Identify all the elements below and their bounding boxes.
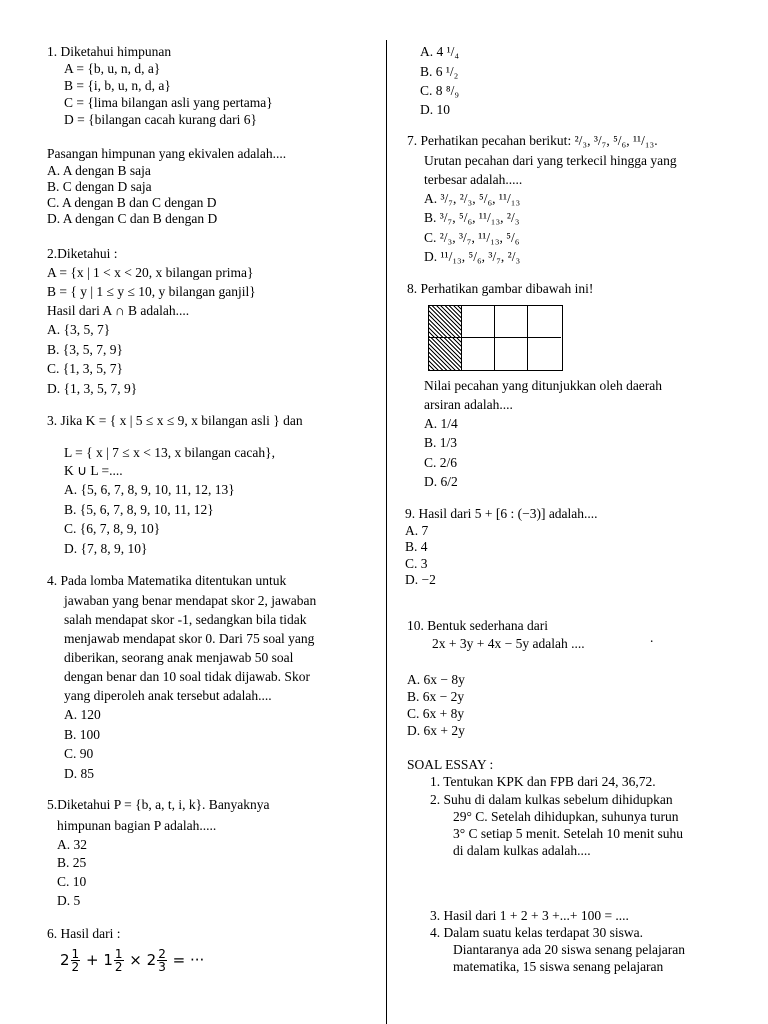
left-text-line: 6. Hasil dari :	[47, 926, 121, 941]
right-text-line: Diantaranya ada 20 siswa senang pelajaran	[453, 942, 686, 957]
right-text-line: 10. Bentuk sederhana dari	[407, 618, 548, 633]
left-text-line: D. 5	[57, 893, 81, 908]
right-text-line: 2x + 3y + 4x − 5y adalah ....	[432, 636, 585, 651]
right-text-line: 7. Perhatikan pecahan berikut: ²/₃, ³/₇, ⁵/₆, ¹¹/₁₃.	[407, 133, 658, 148]
left-text-line: D. {7, 8, 9, 10}	[64, 541, 148, 556]
left-text-line: A. {5, 6, 7, 8, 9, 10, 11, 12, 13}	[64, 482, 235, 497]
left-text-line: A = {x | 1 < x < 20, x bilangan prima}	[47, 265, 254, 280]
right-text-line: C. 6x + 8y	[407, 706, 465, 721]
right-text-line: 2. Suhu di dalam kulkas sebelum dihidupkan	[430, 792, 673, 807]
left-text-line: himpunan bagian P adalah.....	[57, 818, 217, 833]
grid-cell	[528, 306, 561, 338]
left-text-line: dengan benar dan 10 soal tidak dijawab. Skor	[64, 669, 310, 684]
left-text-line: B = { y | 1 ≤ y ≤ 10, y bilangan ganjil}	[47, 284, 256, 299]
left-text-line: A. A dengan B saja	[47, 163, 151, 178]
right-text-line: 29° C. Setelah dihidupkan, suhunya turun	[453, 809, 679, 824]
right-text-line: 3. Hasil dari 1 + 2 + 3 +...+ 100 = ....	[430, 908, 629, 923]
q6-whole-1: 2	[60, 951, 70, 969]
left-text-line: D. {1, 3, 5, 7, 9}	[47, 381, 138, 396]
q6-frac-3: $\frac{2}{3}$	[158, 947, 166, 974]
grid-cell	[462, 306, 495, 338]
q6-op-1: +	[85, 951, 99, 969]
left-text-line: D. A dengan C dan B dengan D	[47, 211, 218, 226]
right-text-line: B. 6x − 2y	[407, 689, 465, 704]
left-text-line: B. C dengan D saja	[47, 179, 152, 194]
q6-equals: = ···	[172, 951, 205, 969]
left-text-line: C. 90	[64, 746, 94, 761]
left-text-line: 1. Diketahui himpunan	[47, 44, 172, 59]
shaded-fraction-grid	[428, 305, 563, 371]
left-text-line: salah mendapat skor -1, sedangkan bila tidak	[64, 612, 307, 627]
right-text-line: C. 2/6	[424, 455, 458, 470]
right-text-line: terbesar adalah.....	[424, 172, 523, 187]
left-text-line: D = {bilangan cacah kurang dari 6}	[64, 112, 258, 127]
left-text-line: jawaban yang benar mendapat skor 2, jawaban	[64, 593, 317, 608]
grid-cell	[495, 306, 528, 338]
left-text-line: 3. Jika K = { x | 5 ≤ x ≤ 9, x bilangan asli } dan	[47, 413, 303, 428]
right-text-line: Urutan pecahan dari yang terkecil hingga yang	[424, 153, 677, 168]
right-text-line: 4. Dalam suatu kelas terdapat 30 siswa.	[430, 925, 643, 940]
q6-frac-1: $\frac{1}{2}$	[71, 947, 80, 974]
right-text-line: 8. Perhatikan gambar dibawah ini!	[407, 281, 594, 296]
left-text-line: B. 100	[64, 727, 101, 742]
right-text-line: C. 8 ⁸/₉	[420, 83, 460, 98]
right-text-line: C. ²/₃, ³/₇, ¹¹/₁₃, ⁵/₆	[424, 230, 520, 245]
grid-cell	[462, 338, 495, 370]
left-text-line: 4. Pada lomba Matematika ditentukan untuk	[47, 573, 287, 588]
right-text-line: di dalam kulkas adalah....	[453, 843, 591, 858]
left-text-line: B. {3, 5, 7, 9}	[47, 342, 123, 357]
left-text-line: 2.Diketahui :	[47, 246, 118, 261]
right-text-line: D. 6x + 2y	[407, 723, 465, 738]
left-text-line: yang diperoleh anak tersebut adalah....	[64, 688, 272, 703]
right-text-line: D. −2	[405, 572, 436, 587]
left-text-line: A. 32	[57, 837, 87, 852]
right-text-line: A. 6x − 8y	[407, 672, 465, 687]
left-text-line: A. {3, 5, 7}	[47, 322, 111, 337]
right-text-line: arsiran adalah....	[424, 397, 513, 412]
left-text-line: A. 120	[64, 707, 101, 722]
right-text-line: A. ³/₇, ²/₃, ⁵/₆, ¹¹/₁₃	[424, 191, 521, 206]
column-divider	[386, 40, 387, 1024]
left-text-line: B = {i, b, u, n, d, a}	[64, 78, 171, 93]
right-text-line: B. 4	[405, 539, 428, 554]
left-text-line: C. A dengan B dan C dengan D	[47, 195, 217, 210]
left-text-line: diberikan, seorang anak menjawab 50 soal	[64, 650, 294, 665]
q6-whole-3: 2	[146, 951, 157, 969]
q6-whole-2: 1	[103, 951, 113, 969]
left-text-line: B. 25	[57, 855, 87, 870]
right-text-line: D. 10	[420, 102, 450, 117]
grid-cell	[528, 338, 561, 370]
grid-cell-shaded	[429, 338, 462, 370]
left-text-line: C. {1, 3, 5, 7}	[47, 361, 123, 376]
right-text-line: 3° C setiap 5 menit. Setelah 10 menit suhu	[453, 826, 683, 841]
right-text-line: A. 1/4	[424, 416, 458, 431]
right-text-line: Nilai pecahan yang ditunjukkan oleh daerah	[424, 378, 663, 393]
q6-expression	[60, 946, 204, 974]
grid-cell-shaded	[429, 306, 462, 338]
right-text-line: .	[650, 630, 654, 645]
right-text-line: D. 6/2	[424, 474, 458, 489]
grid-cell	[495, 338, 528, 370]
right-text-line: B. 1/3	[424, 435, 458, 450]
left-text-line: Pasangan himpunan yang ekivalen adalah....	[47, 146, 287, 161]
left-text-line: menjawab mendapat skor 0. Dari 75 soal yang	[64, 631, 315, 646]
left-text-line: B. {5, 6, 7, 8, 9, 10, 11, 12}	[64, 502, 214, 517]
right-text-line: A. 7	[405, 523, 429, 538]
left-text-line: C = {lima bilangan asli yang pertama}	[64, 95, 273, 110]
q6-op-2: ×	[129, 951, 142, 969]
right-text-line: 9. Hasil dari 5 + [6 : (−3)] adalah....	[405, 506, 598, 521]
right-text-line: D. ¹¹/₁₃, ⁵/₆, ³/₇, ²/₃	[424, 249, 521, 264]
right-text-line: C. 3	[405, 556, 428, 571]
left-text-line: A = {b, u, n, d, a}	[64, 61, 161, 76]
left-text-line: L = { x | 7 ≤ x < 13, x bilangan cacah},	[64, 445, 275, 460]
right-text-line: SOAL ESSAY :	[407, 757, 494, 772]
left-text-line: 5.Diketahui P = {b, a, t, i, k}. Banyaknya	[47, 797, 270, 812]
right-text-line: matematika, 15 siswa senang pelajaran	[453, 959, 664, 974]
left-text-line: Hasil dari A ∩ B adalah....	[47, 303, 190, 318]
right-text-line: 1. Tentukan KPK dan FPB dari 24, 36,72.	[430, 774, 656, 789]
right-text-line: B. 6 ¹/₂	[420, 64, 459, 79]
left-text-line: C. {6, 7, 8, 9, 10}	[64, 521, 161, 536]
left-text-line: C. 10	[57, 874, 87, 889]
right-text-line: A. 4 ¹/₄	[420, 44, 460, 59]
left-text-line: K ∪ L =....	[64, 463, 123, 478]
right-text-line: B. ³/₇, ⁵/₆, ¹¹/₁₃, ²/₃	[424, 210, 520, 225]
left-text-line: D. 85	[64, 766, 94, 781]
q6-frac-2: $\frac{1}{2}$	[114, 947, 123, 974]
